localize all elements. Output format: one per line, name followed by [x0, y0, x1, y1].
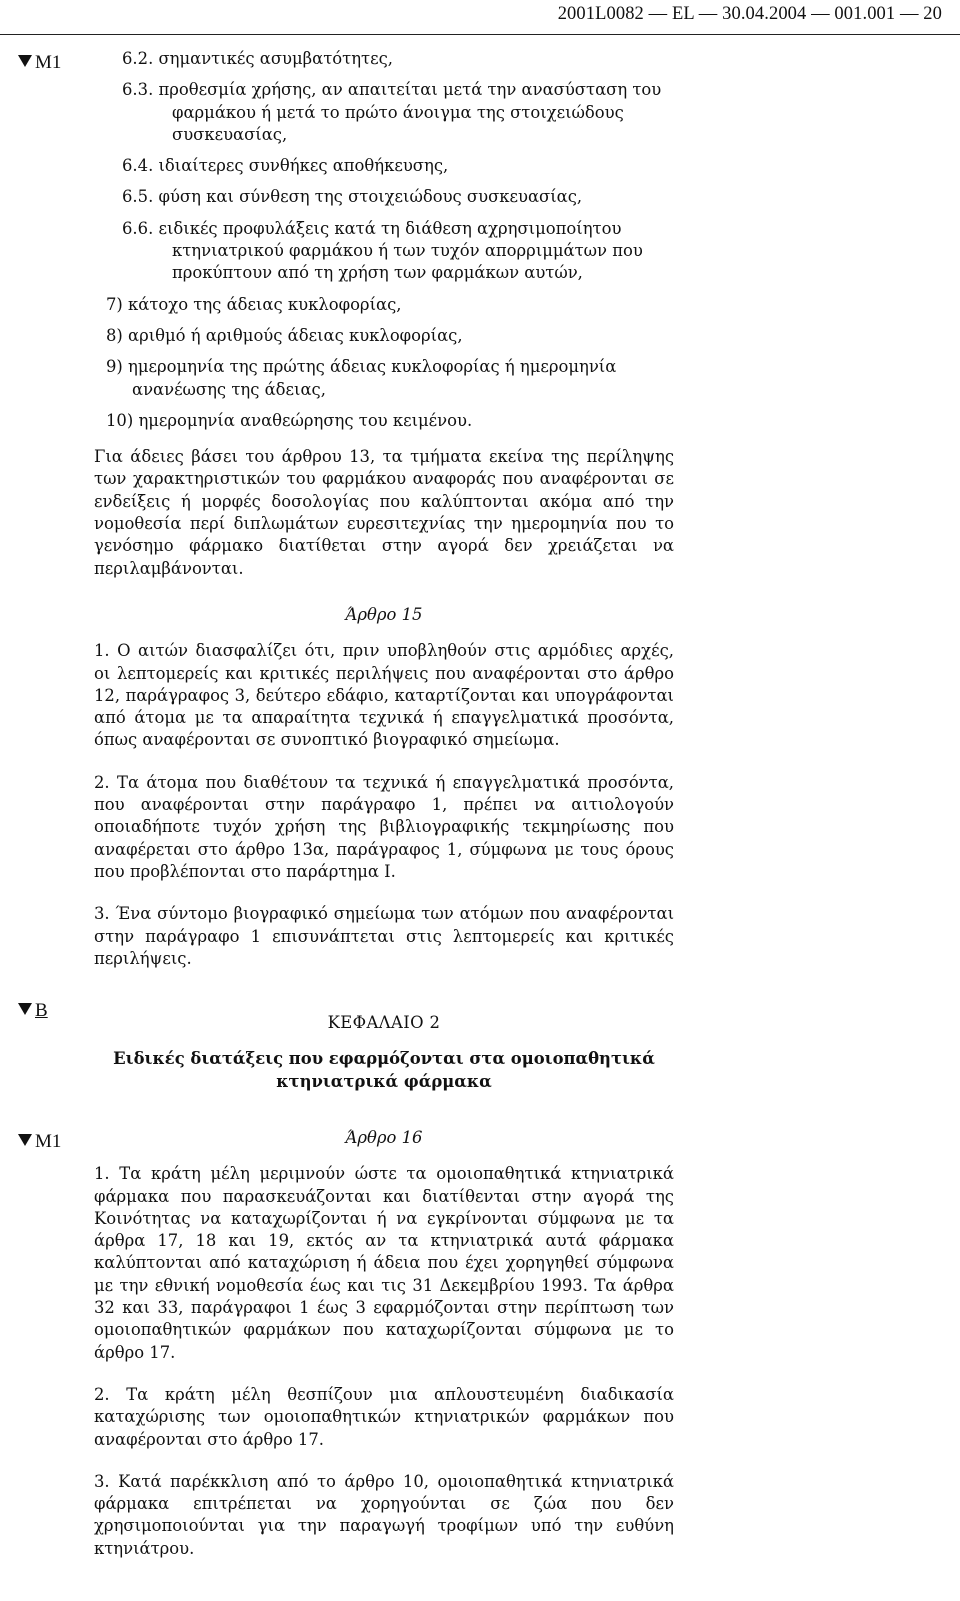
list-item: 6.4. ιδιαίτερες συνθήκες αποθήκευσης, — [122, 156, 449, 176]
chapter-2-title: ΚΕΦΑΛΑΙΟ 2 — [327, 1013, 441, 1033]
article-15-paragraph-2: 2. Τα άτομα που διαθέτουν τα τεχνικά ή επαγγελματικά προσόντα, που αναφέρονται στην παράγραφο 1, πρέπει να αιτιολογούν οποιαδήποτε τυχόν χρήση της βιβλιογραφικής τεκμηρίωσης που αναφέρεται στο άρθρο 13α, παράγραφος 1, σύμφωνα με τους όρους που προβλέπονται στο παράρτημα I. — [94, 772, 674, 881]
document-reference-header: 2001L0082 — EL — 30.04.2004 — 001.001 — 20 — [557, 4, 942, 24]
list-item: 9) ημερομηνία της πρώτης άδειας κυκλοφορίας ή ημερομηνία ανανέωσης της άδειας, — [106, 357, 617, 399]
paragraph-article13-note: Για άδειες βάσει του άρθρου 13, τα τμήματα εκείνα της περίληψης των χαρακτηριστικών του φαρμάκου αναφοράς που αναφέρονται σε ενδείξεις ή μορφές δοσολογίας που καλύπτονται ακόμα από την νομοθεσία περί διπλωμάτων ευρεσιτεχνίας την ημερομηνία που το γενόσημο φάρμακο διατίθεται στην αγορά δεν χρειάζεται να περιλαμβάνονται. — [94, 447, 674, 578]
list-item: 6.3. προθεσμία χρήσης, αν απαιτείται μετά την ανασύσταση του φαρμάκου ή μετά το πρώτο άνοιγμα της στοιχειώδους συσκευασίας, — [122, 80, 662, 144]
list-item: 10) ημερομηνία αναθεώρησης του κειμένου. — [106, 410, 473, 430]
article-16-title: Άρθρο 16 — [345, 1127, 423, 1147]
article-16-paragraph-3: 3. Κατά παρέκκλιση από το άρθρο 10, ομοιοπαθητικά κτηνιατρικά φάρμακα επιτρέπεται να χορηγούνται σε ζώα που δεν χρησιμοποιούνται για την παραγωγή τροφίμων υπό την ευθύνη κτηνιάτρου. — [94, 1471, 674, 1558]
amendment-marker-b — [18, 1000, 48, 1022]
triangle-down-icon — [18, 1003, 32, 1015]
list-item: 6.2. σημαντικές ασυμβατότητες, — [122, 49, 393, 68]
article-15-paragraph-1: 1. Ο αιτών διασφαλίζει ότι, πριν υποβληθούν στις αρμόδιες αρχές, οι λεπτομερείς και κριτικές περιλήψεις που αναφέρονται στο άρθρο 12, παράγραφος 3, δεύτερο εδάφιο, καταρτίζονται και υπογράφονται από άτομα με τα απαραίτητα τεχνικά ή επαγγελματικά προσόντα, όπως αναφέρονται σε συνοπτικό βιογραφικό σημείωμα. — [94, 641, 674, 750]
marker-label: B — [35, 1000, 48, 1021]
list-item: 7) κάτοχο της άδειας κυκλοφορίας, — [106, 294, 402, 314]
triangle-down-icon — [18, 1134, 32, 1146]
article-15-title: Άρθρο 15 — [345, 604, 423, 624]
article-15-paragraph-3: 3. Ένα σύντομο βιογραφικό σημείωμα των ατόμων που αναφέρονται στην παράγραφο 1 επισυνάπτεται στις λεπτομερείς και κριτικές περιλήψεις. — [94, 904, 674, 968]
amendment-marker-m1-bottom — [18, 1131, 61, 1153]
triangle-down-icon — [18, 55, 32, 67]
list-item: 6.6. ειδικές προφυλάξεις κατά τη διάθεση αχρησιμοποίητου κτηνιατρικού φαρμάκου ή των τυχόν απορριμμάτων που προκύπτουν από τη χρήση των φαρμάκων αυτών, — [122, 218, 643, 283]
chapter-2-subtitle: Ειδικές διατάξεις που εφαρμόζονται στα ομοιοπαθητικά κτηνιατρικά φάρμακα — [113, 1049, 655, 1091]
amendment-marker-m1-top — [18, 52, 61, 74]
header-rule — [0, 34, 960, 35]
article-16-paragraph-2: 2. Τα κράτη μέλη θεσπίζουν μια απλουστευμένη διαδικασία καταχώρισης των ομοιοπαθητικών κτηνιατρικών φαρμάκων που αναφέρονται στο άρθρο 17. — [94, 1384, 674, 1449]
document-body — [94, 48, 674, 1560]
marker-label: M1 — [35, 1131, 62, 1152]
marker-label: M1 — [35, 52, 62, 73]
list-item: 8) αριθμό ή αριθμούς άδειας κυκλοφορίας, — [106, 325, 463, 345]
article-16-paragraph-1: 1. Τα κράτη μέλη μεριμνούν ώστε τα ομοιοπαθητικά κτηνιατρικά φάρμακα που παρασκευάζονται και διατίθενται στην αγορά της Κοινότητας να καταχωρίζονται ή να εγκρίνονται σύμφωνα με τα άρθρα 17, 18 και 19, εκτός αν τα κτηνιατρικά αυτά φάρμακα καλύπτονται από καταχώριση ή άδεια που έχει χορηγηθεί σύμφωνα με την εθνική νομοθεσία έως και τις 31 Δεκεμβρίου 1993. Τα άρθρα 32 και 33, παράγραφοι 1 έως 3 εφαρμόζονται στην περίπτωση των ομοιοπαθητικών φαρμάκων που καταχωρίζονται σύμφωνα με το άρθρο 17. — [94, 1164, 674, 1362]
list-item: 6.5. φύση και σύνθεση της στοιχειώδους συσκευασίας, — [122, 187, 583, 207]
